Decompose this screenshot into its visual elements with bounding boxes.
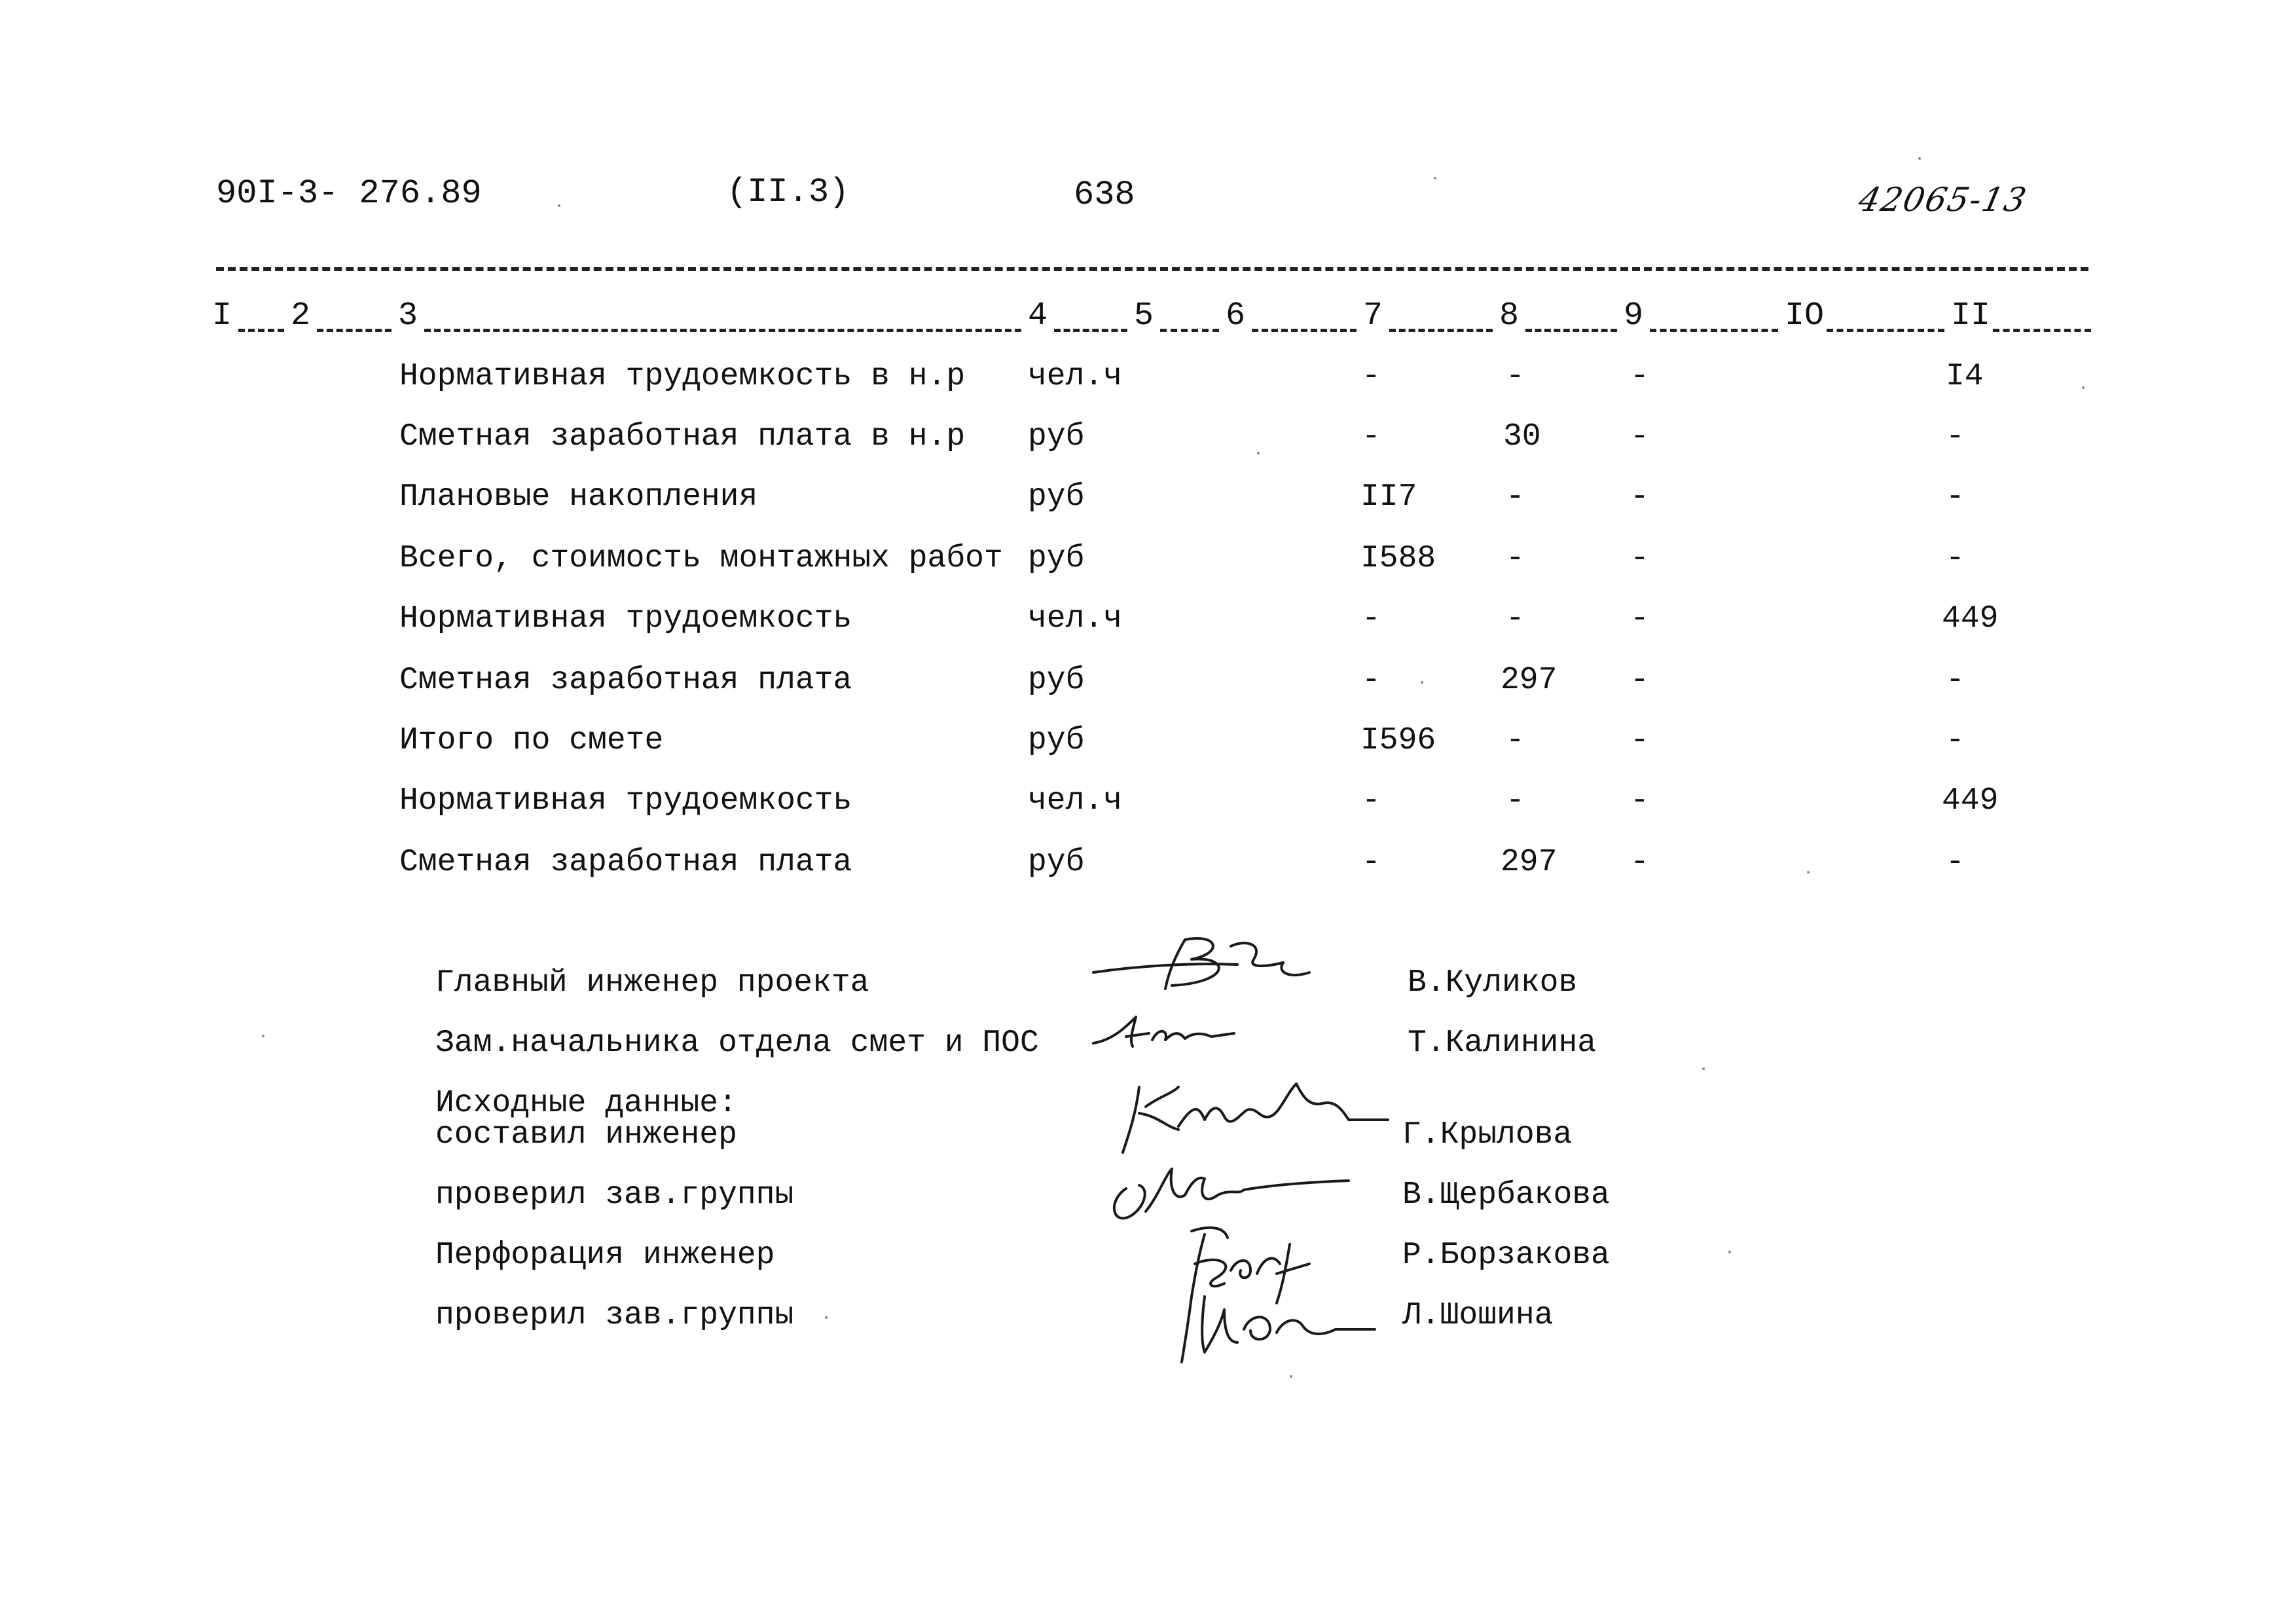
row-name: Нормативная трудоемкость (399, 783, 852, 819)
row-col8: - (1506, 783, 1525, 819)
row-unit: чел.ч (1028, 601, 1123, 637)
table-row (0, 419, 2296, 458)
col-8-label: 8 (1499, 297, 1520, 335)
table-row (0, 663, 2296, 702)
row-col7: - (1362, 783, 1381, 819)
row-col8: - (1506, 359, 1525, 394)
row-unit: руб (1028, 723, 1085, 758)
row-col8: 297 (1501, 845, 1558, 880)
column-numbers-row (210, 297, 2095, 337)
signatory-name: Т.Калинина (1408, 1025, 1597, 1061)
row-unit: руб (1028, 541, 1085, 576)
table-row (0, 783, 2296, 822)
scan-speck (1421, 681, 1423, 684)
col-6-label: 6 (1226, 297, 1246, 335)
col-dash (238, 329, 284, 332)
handwritten-signature-krylova (1100, 1067, 1394, 1159)
row-col8: - (1506, 723, 1525, 758)
table-row (0, 723, 2296, 762)
row-col9: - (1630, 359, 1649, 394)
row-col7: - (1362, 663, 1381, 698)
row-name: Плановые накопления (399, 479, 758, 515)
signatory-name: Р.Борзакова (1402, 1238, 1610, 1273)
row-col7: I596 (1360, 723, 1436, 758)
row-col7: I588 (1360, 541, 1436, 576)
row-name: Сметная заработная плата в н.р (399, 419, 966, 454)
col-dash (1252, 329, 1357, 332)
row-col8: 30 (1503, 419, 1541, 454)
scan-speck (1257, 452, 1260, 454)
signatory-name: Л.Шошина (1402, 1298, 1554, 1333)
row-col9: - (1630, 845, 1649, 880)
top-dashed-rule (216, 267, 2088, 271)
row-unit: руб (1028, 419, 1085, 454)
row-unit: чел.ч (1028, 359, 1123, 394)
col-dash (1054, 329, 1127, 332)
row-col9: - (1630, 601, 1649, 637)
row-unit: руб (1028, 479, 1085, 515)
scan-speck (558, 204, 560, 207)
scan-speck (1918, 157, 1921, 160)
signatory-role-line1: Исходные данные: (435, 1086, 737, 1121)
signatory-role-line2: составил инженер (435, 1117, 737, 1153)
col-4-label: 4 (1028, 297, 1048, 335)
page-number: 638 (1074, 175, 1135, 214)
row-col7: - (1362, 601, 1381, 637)
document-code: 90I-3- 276.89 (216, 174, 482, 213)
table-row (0, 601, 2296, 640)
handwritten-signature-kalinina (1087, 1007, 1244, 1060)
table-row (0, 541, 2296, 580)
signatory-role: Перфорация инженер (435, 1238, 775, 1273)
signatory-role: проверил зав.группы (435, 1298, 794, 1333)
row-col9: - (1630, 419, 1649, 454)
row-col7: - (1362, 419, 1381, 454)
row-col7: II7 (1360, 479, 1417, 515)
row-col9: - (1630, 541, 1649, 576)
row-col11: - (1946, 419, 1965, 454)
scan-speck (2082, 386, 2085, 389)
table-row (0, 359, 2296, 398)
col-5-label: 5 (1134, 297, 1154, 335)
col-11-label: II (1951, 297, 1991, 335)
row-col7: - (1362, 359, 1381, 394)
row-name: Сметная заработная плата (399, 663, 852, 698)
row-col8: - (1506, 541, 1525, 576)
scan-speck (1728, 1251, 1731, 1253)
col-dash (1525, 329, 1617, 332)
signatory-name: Г.Крылова (1402, 1117, 1573, 1153)
col-dash (1389, 329, 1493, 332)
table-row (0, 479, 2296, 519)
col-dash (424, 329, 1021, 332)
row-name: Нормативная трудоемкость в н.р (399, 359, 966, 394)
row-col11: - (1946, 663, 1965, 698)
col-1-label: I (212, 297, 232, 335)
row-col11: - (1946, 479, 1965, 515)
row-name: Всего, стоимость монтажных работ (399, 541, 1003, 576)
row-col11: - (1946, 845, 1965, 880)
row-unit: руб (1028, 663, 1085, 698)
row-col9: - (1630, 663, 1649, 698)
col-dash (1650, 329, 1778, 332)
stamp-number: 42065-13 (1855, 181, 2031, 219)
col-dash (317, 329, 392, 332)
scan-speck (1702, 1067, 1705, 1070)
row-col9: - (1630, 723, 1649, 758)
scan-speck (1290, 1375, 1292, 1378)
col-10-label: IO (1785, 297, 1825, 335)
signatory-role: Главный инженер проекта (435, 965, 869, 1001)
row-col11: I4 (1946, 359, 1984, 394)
row-col8: 297 (1501, 663, 1558, 698)
row-unit: руб (1028, 845, 1085, 880)
row-col8: - (1506, 601, 1525, 637)
signatory-role: проверил зав.группы (435, 1177, 794, 1213)
table-row (0, 845, 2296, 884)
row-name: Нормативная трудоемкость (399, 601, 852, 637)
scan-speck (825, 1316, 828, 1319)
scan-speck (1434, 177, 1436, 179)
row-name: Итого по смете (399, 723, 664, 758)
row-unit: чел.ч (1028, 783, 1123, 819)
scan-speck (1807, 871, 1810, 874)
row-col9: - (1630, 783, 1649, 819)
col-2-label: 2 (291, 297, 311, 335)
section-number: (II.3) (727, 173, 850, 212)
handwritten-signature-kulikov (1087, 927, 1322, 999)
signatory-name: В.Куликов (1408, 965, 1578, 1001)
row-name: Сметная заработная плата (399, 845, 852, 880)
row-col9: - (1630, 479, 1649, 515)
col-dash (1827, 329, 1944, 332)
scan-speck (262, 1035, 264, 1037)
col-dash (1160, 329, 1219, 332)
row-col8: - (1506, 479, 1525, 515)
signatory-role: Зам.начальника отдела смет и ПОС (435, 1025, 1039, 1061)
col-9-label: 9 (1624, 297, 1644, 335)
row-col11: - (1946, 541, 1965, 576)
handwritten-signature-shoshina (1165, 1277, 1388, 1369)
col-3-label: 3 (398, 297, 418, 335)
col-7-label: 7 (1363, 297, 1383, 335)
row-col7: - (1362, 845, 1381, 880)
row-col11: 449 (1942, 601, 1999, 637)
row-col11: - (1946, 723, 1965, 758)
col-dash (1993, 329, 2091, 332)
row-col11: 449 (1942, 783, 1999, 819)
signatory-name: В.Щербакова (1402, 1177, 1610, 1213)
